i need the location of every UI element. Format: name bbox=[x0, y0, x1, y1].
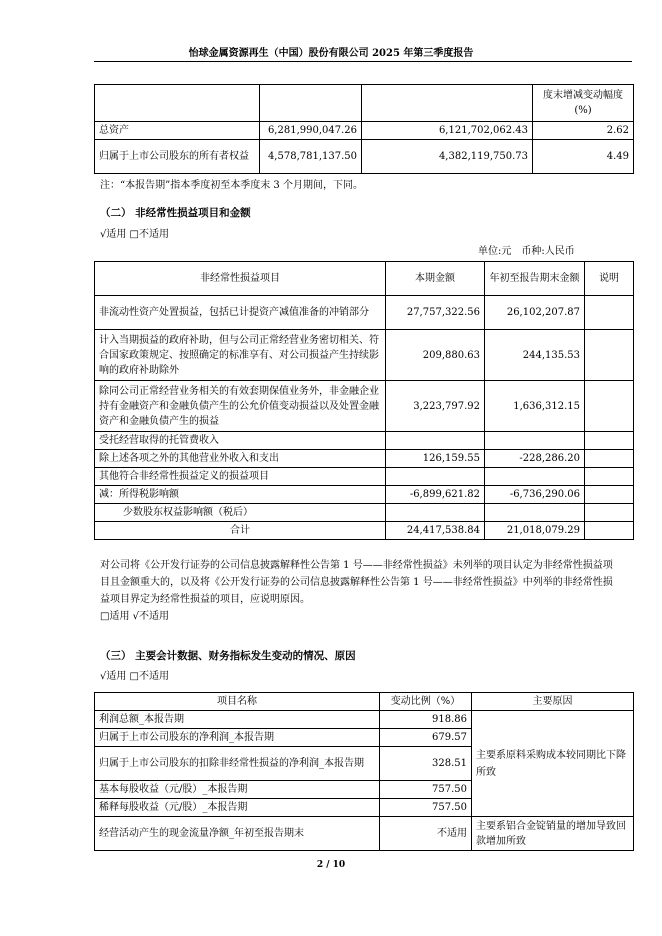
nr-row-note bbox=[585, 486, 634, 504]
nr-row-current: 27,757,322.56 bbox=[386, 296, 485, 330]
nr-row-ytd bbox=[485, 504, 585, 522]
changes-row-item: 经营活动产生的现金流量净额_年初至报告期末 bbox=[95, 817, 380, 851]
changes-row-ratio: 328.51 bbox=[380, 747, 472, 781]
changes-header-ratio: 变动比例（%） bbox=[380, 693, 472, 711]
nr-row-ytd: -228,286.20 bbox=[485, 450, 585, 468]
non-recurring-table bbox=[94, 261, 634, 540]
changes-header-item: 项目名称 bbox=[95, 693, 380, 711]
changes-row-item: 利润总额_本报告期 bbox=[95, 711, 380, 729]
nr-row-current bbox=[386, 504, 485, 522]
assets-row-item: 总资产 bbox=[95, 122, 260, 140]
assets-row-value: 6,281,990,047.26 bbox=[260, 122, 362, 140]
changes-row-item: 稀释每股收益（元/股）_本报告期 bbox=[95, 799, 380, 817]
assets-row-change: 2.62 bbox=[533, 122, 634, 140]
nr-row-current: 209,880.63 bbox=[386, 330, 485, 381]
assets-header-cell bbox=[260, 85, 362, 122]
changes-row-item: 归属于上市公司股东的扣除非经常性损益的净利润_本报告期 bbox=[95, 747, 380, 781]
nr-row-item: 除上述各项之外的其他营业外收入和支出 bbox=[95, 450, 386, 468]
nr-row-item: 计入当期损益的政府补助，但与公司正常经营业务密切相关、符合国家政策规定、按照确定的标准享有、对公司损益产生持续影响的政府补助除外 bbox=[95, 330, 386, 381]
assets-table bbox=[94, 84, 634, 174]
nr-row-current: 126,159.55 bbox=[386, 450, 485, 468]
changes-row-item: 基本每股收益（元/股）_本报告期 bbox=[95, 781, 380, 799]
changes-row-ratio: 918.86 bbox=[380, 711, 472, 729]
nr-row-note bbox=[585, 432, 634, 450]
section-2-title: （二） 非经常性损益项目和金额 bbox=[100, 207, 251, 219]
page-number: 2 / 10 bbox=[316, 860, 346, 870]
nr-row-item: 受托经营取得的托管费收入 bbox=[95, 432, 386, 450]
nr-row-ytd: 244,135.53 bbox=[485, 330, 585, 381]
nr-row-note bbox=[585, 381, 634, 432]
nr-row-note bbox=[585, 504, 634, 522]
assets-row-value: 4,382,119,750.73 bbox=[362, 140, 533, 174]
assets-row-value: 4,578,781,137.50 bbox=[260, 140, 362, 174]
nr-row-item: 减：所得税影响额 bbox=[95, 486, 386, 504]
nr-row-current bbox=[386, 432, 485, 450]
nr-row-item: 其他符合非经常性损益定义的损益项目 bbox=[95, 468, 386, 486]
nr-row-item: 非流动性资产处置损益，包括已计提资产减值准备的冲销部分 bbox=[95, 296, 386, 330]
page-header-title: 怡球金属资源再生（中国）股份有限公司 2025 年第三季度报告 bbox=[188, 48, 474, 59]
nr-row-note bbox=[585, 468, 634, 486]
changes-row-ratio: 757.50 bbox=[380, 799, 472, 817]
section-3-title: （三） 主要会计数据、财务指标发生变动的情况、原因 bbox=[100, 650, 356, 662]
nr-row-note bbox=[585, 296, 634, 330]
nr-header-ytd: 年初至报告期末金额 bbox=[485, 262, 585, 296]
nr-total-current: 24,417,538.84 bbox=[386, 522, 485, 540]
changes-row-item: 归属于上市公司股东的净利润_本报告期 bbox=[95, 729, 380, 747]
nr-row-ytd: 26,102,207.87 bbox=[485, 296, 585, 330]
changes-row-ratio: 不适用 bbox=[380, 817, 472, 851]
nr-total-label: 合计 bbox=[95, 522, 386, 540]
unit-currency-label: 单位:元 币种:人民币 bbox=[478, 246, 575, 257]
nr-row-item: 除同公司正常经营业务相关的有效套期保值业务外，非金融企业持有金融资产和金融负债产生的公允价值变动损益以及处置金融资产和金融负债产生的损益 bbox=[95, 381, 386, 432]
nr-row-ytd: 1,636,312.15 bbox=[485, 381, 585, 432]
nr-row-ytd: -6,736,290.06 bbox=[485, 486, 585, 504]
nr-header-current: 本期金额 bbox=[386, 262, 485, 296]
assets-change-header: 度末增减变动幅度(%) bbox=[533, 85, 634, 122]
nr-row-note bbox=[585, 330, 634, 381]
assets-row-change: 4.49 bbox=[533, 140, 634, 174]
nr-header-note: 说明 bbox=[585, 262, 634, 296]
nr-row-current: -6,899,621.82 bbox=[386, 486, 485, 504]
nr-total-note bbox=[585, 522, 634, 540]
changes-reason-cell: 主要系原料采购成本较同期比下降所致 bbox=[472, 711, 634, 817]
section-3-applicability: √适用 □不适用 bbox=[100, 671, 169, 682]
assets-row-value: 6,121,702,062.43 bbox=[362, 122, 533, 140]
nr-row-ytd bbox=[485, 468, 585, 486]
changes-header-reason: 主要原因 bbox=[472, 693, 634, 711]
nr-row-item: 少数股东权益影响额（税后） bbox=[95, 504, 386, 522]
nr-total-ytd: 21,018,079.29 bbox=[485, 522, 585, 540]
section-2-applicability-2: □适用 √不适用 bbox=[100, 611, 169, 622]
changes-table bbox=[94, 692, 634, 851]
section-2-paragraph: 对公司将《公开发行证券的公司信息披露解释性公告第 1 号——非经常性损益》未列举的项目认定为非经常性损益项目且金额重大的，以及将《公开发行证券的公司信息披露解释性公告第 1 号——非经常性损益》中列举的非经常性损益项目界定为经常性损益的项目，应说明原因。 bbox=[100, 560, 613, 605]
nr-row-note bbox=[585, 450, 634, 468]
assets-header-cell bbox=[95, 85, 260, 122]
changes-row-ratio: 679.57 bbox=[380, 729, 472, 747]
changes-row-ratio: 757.50 bbox=[380, 781, 472, 799]
nr-row-current: 3,223,797.92 bbox=[386, 381, 485, 432]
nr-row-ytd bbox=[485, 432, 585, 450]
nr-header-item: 非经常性损益项目 bbox=[95, 262, 386, 296]
assets-header-cell bbox=[362, 85, 533, 122]
table-note: 注：“本报告期”指本季度初至本季度末 3 个月期间，下同。 bbox=[100, 180, 363, 191]
section-2-applicability: √适用 □不适用 bbox=[100, 229, 169, 240]
nr-row-current bbox=[386, 468, 485, 486]
assets-row-item: 归属于上市公司股东的所有者权益 bbox=[95, 140, 260, 174]
changes-reason-cell: 主要系铝合金锭销量的增加导致回款增加所致 bbox=[472, 817, 634, 851]
header-divider bbox=[94, 61, 632, 62]
